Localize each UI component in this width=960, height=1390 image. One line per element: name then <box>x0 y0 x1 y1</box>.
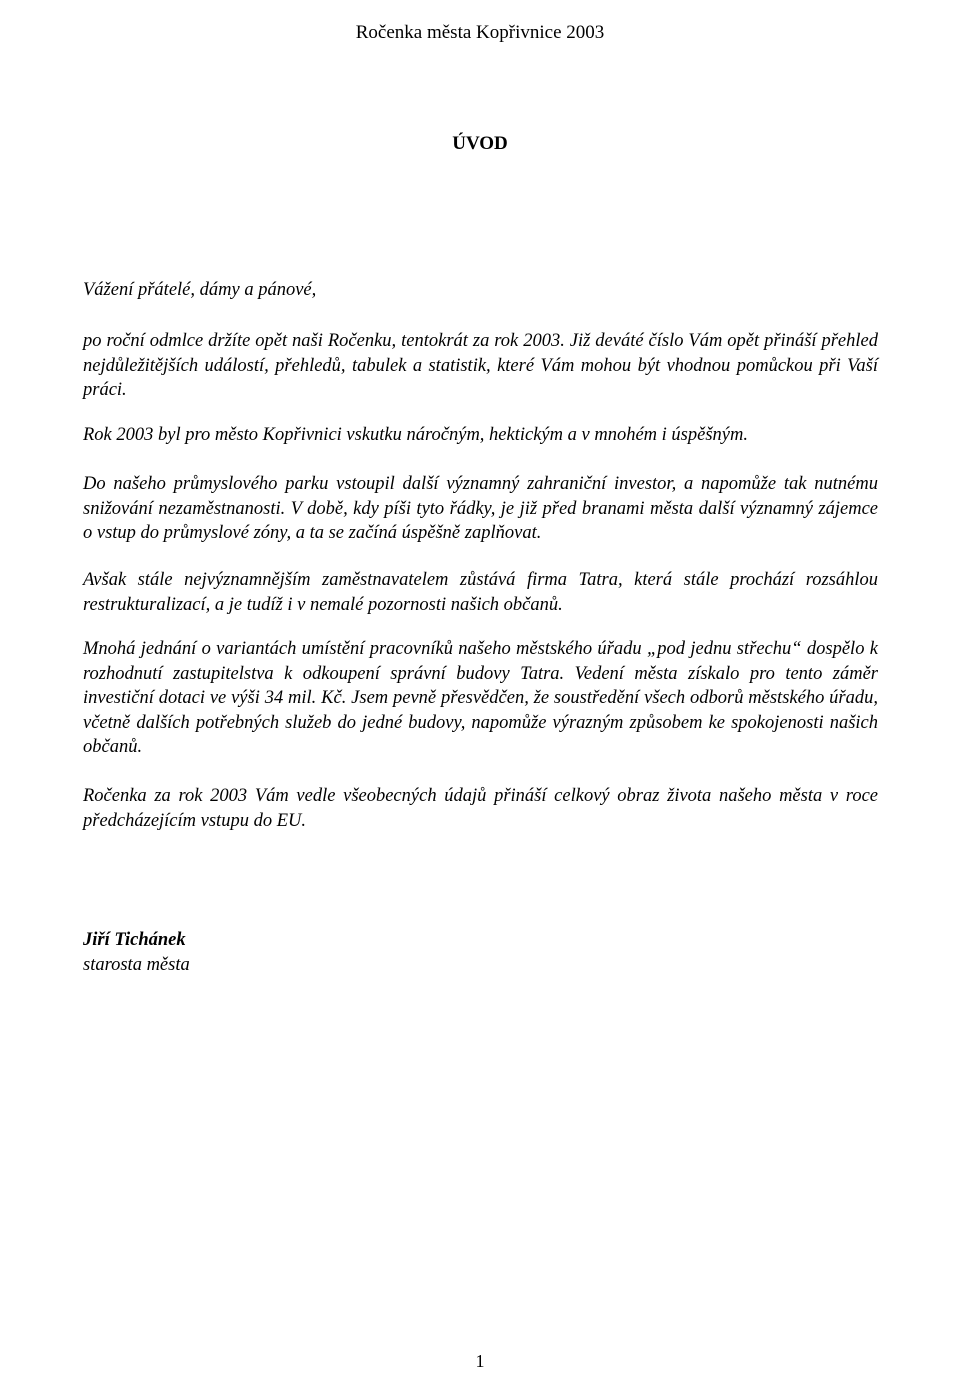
paragraph-1: po roční odmlce držíte opět naši Ročenku, tentokrát za rok 2003. Již deváté číslo Vám opět přináší přehled nejdůležitějších událostí, přehledů, tabulek a statistik, které Vám mohou být vhodnou pomůckou při Vaší práci. <box>83 331 878 400</box>
greeting: Vážení přátelé, dámy a pánové, <box>83 280 317 300</box>
signature-block <box>83 928 190 978</box>
paragraph-2: Rok 2003 byl pro město Kopřivnici vskutku náročným, hektickým a v mnohém i úspěšným. <box>83 425 748 445</box>
signatory-name: Jiří Tichánek <box>83 930 186 950</box>
page-title: ÚVOD <box>452 133 508 154</box>
running-header: Ročenka města Kopřivnice 2003 <box>355 22 605 43</box>
page-number: 1 <box>475 1351 485 1371</box>
paragraph-3: Do našeho průmyslového parku vstoupil další významný zahraniční investor, a napomůže tak nutnému snižování nezaměstnanosti. V době, kdy píši tyto řádky, je již před branami města další významný zájemce o vstup do průmyslové zóny, a ta se začíná úspěšně zaplňovat. <box>83 474 878 543</box>
paragraph-4: Avšak stále nejvýznamnějším zaměstnavatelem zůstává firma Tatra, která stále prochází rozsáhlou restrukturalizací, a je tudíž i v nemalé pozornosti našich občanů. <box>83 570 878 615</box>
paragraph-5: Mnohá jednání o variantách umístění pracovníků našeho městského úřadu „pod jednu střechu“ dospělo k rozhodnutí zastupitelstva k odkoupení správní budovy Tatra. Vedení města získalo pro tento záměr investiční dotaci ve výši 34 mil. Kč. Jsem pevně přesvědčen, že soustředění všech odborů městského úřadu, včetně dalších potřebných služeb do jedné budovy, napomůže výrazným způsobem ke spokojenosti našich občanů. <box>83 639 878 757</box>
paragraph-6: Ročenka za rok 2003 Vám vedle všeobecných údajů přináší celkový obraz života našeho města v roce předcházejícím vstupu do EU. <box>83 786 878 831</box>
signatory-role: starosta města <box>83 955 190 975</box>
